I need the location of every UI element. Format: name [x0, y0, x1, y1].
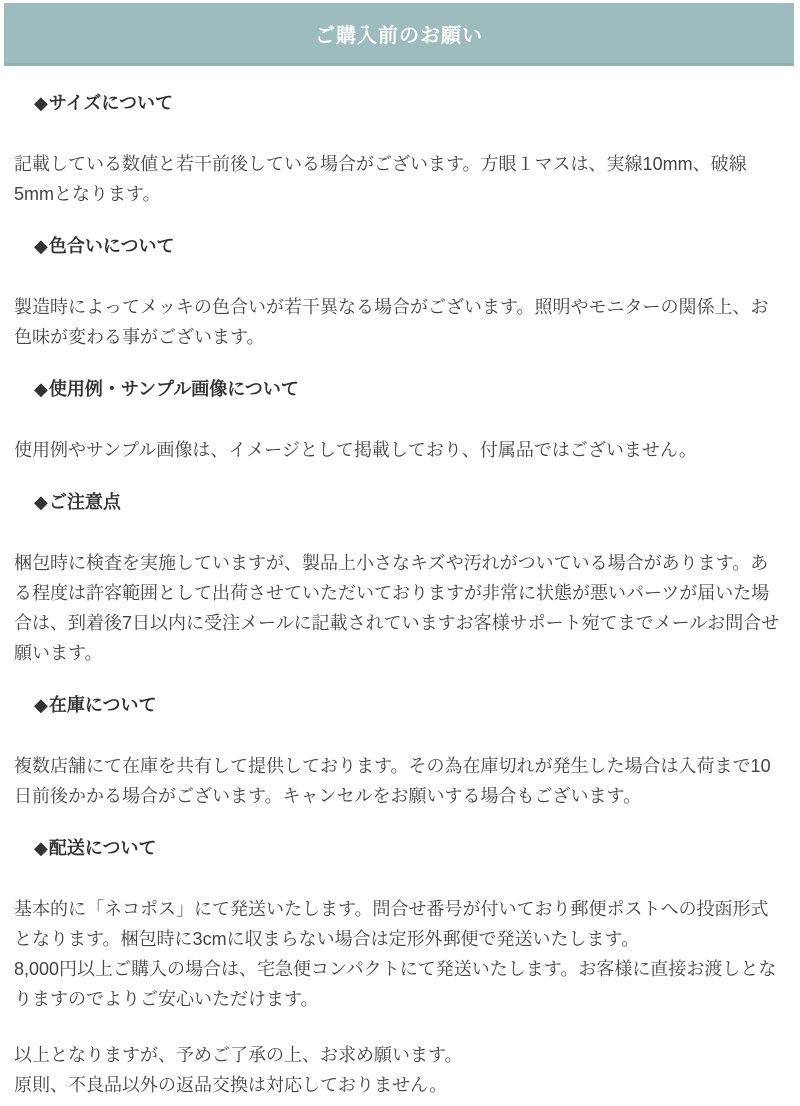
section-title-text: 色合いについて: [48, 236, 175, 256]
diamond-bullet-icon: ◆: [34, 236, 48, 256]
section-cautions: [0, 491, 800, 668]
diamond-bullet-icon: ◆: [34, 93, 48, 113]
section-color: [0, 235, 800, 352]
section-title: [34, 837, 786, 859]
section-title: [34, 235, 786, 257]
section-sample-images: [0, 378, 800, 465]
section-body: 製造時によってメッキの色合いが若干異なる場合がございます。照明やモニターの関係上、お色味が変わる事がございます。: [14, 297, 769, 347]
page-title: ご購入前のお願い: [315, 24, 483, 47]
section-title-text: 配送について: [48, 838, 157, 858]
section-body: 梱包時に検査を実施していますが、製品上小さなキズや汚れがついている場合があります。ある程度は許容範囲として出荷させていただいておりますが非常に状態が悪いパーツが届いた場合は、到着後7日以内に受注メールに記載されていますお客様サポート宛てまでメールお問合せ願います。: [14, 553, 780, 663]
diamond-bullet-icon: ◆: [34, 379, 48, 399]
section-body: 使用例やサンプル画像は、イメージとして掲載しており、付属品ではございません。: [14, 440, 697, 460]
diamond-bullet-icon: ◆: [34, 838, 48, 858]
closing-note: [14, 1040, 786, 1100]
section-title-text: 使用例・サンプル画像について: [48, 379, 299, 399]
section-body: 記載している数値と若干前後している場合がございます。方眼１マスは、実線10mm、破線5mmとなります。: [14, 154, 747, 204]
section-title: [34, 694, 786, 716]
section-title-text: サイズについて: [48, 93, 174, 113]
section-title: [34, 92, 786, 114]
section-body: [14, 894, 786, 1014]
section-title-text: 在庫について: [48, 695, 157, 715]
section-title: [34, 378, 786, 400]
shipping-line: 8,000円以上ご購入の場合は、宅急便コンパクトにて発送いたします。お客様に直接お渡しとなりますのでよりご安心いただけます。: [14, 959, 777, 1009]
shipping-line: 基本的に「ネコポス」にて発送いたします。問合せ番号が付いており郵便ポストへの投函形式となります。梱包時に3cmに収まらない場合は定形外郵便で発送いたします。: [14, 899, 769, 949]
section-title-text: ご注意点: [48, 492, 121, 512]
section-body: 複数店舗にて在庫を共有して提供しております。その為在庫切れが発生した場合は入荷まで10日前後かかる場合がございます。キャンセルをお願いする場合もございます。: [14, 756, 771, 806]
notice-content: [0, 92, 800, 1100]
section-shipping: [0, 837, 800, 1014]
header-bar: [4, 3, 794, 66]
closing-line: 原則、不良品以外の返品交換は対応しておりません。: [14, 1075, 448, 1095]
closing-line: 以上となりますが、予めご了承の上、お求め願います。: [14, 1045, 463, 1065]
diamond-bullet-icon: ◆: [34, 492, 48, 512]
section-stock: [0, 694, 800, 811]
section-size: [0, 92, 800, 209]
section-title: [34, 491, 786, 513]
diamond-bullet-icon: ◆: [34, 695, 48, 715]
